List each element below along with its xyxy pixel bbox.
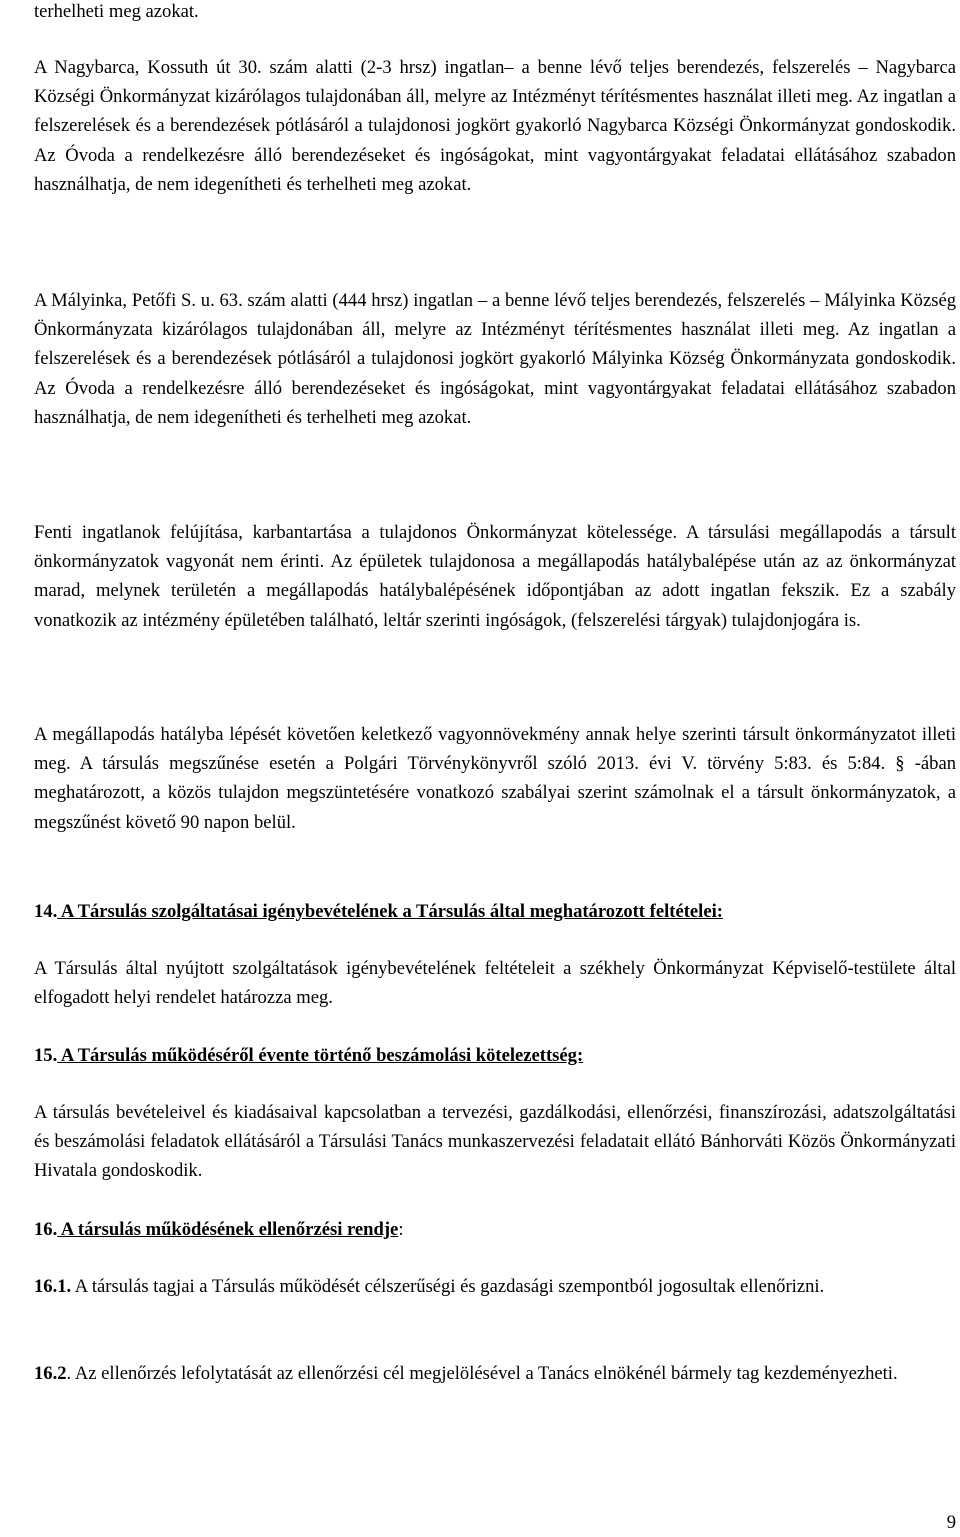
- subsection-16-2-body: Az ellenőrzés lefolytatását az ellenőrzési cél megjelölésével a Tanács elnökénél bármely tag kezdeményezheti.: [71, 1363, 898, 1384]
- paragraph-fenti-block: [34, 518, 956, 635]
- section-15-title: A Társulás működéséről évente történő beszámolási kötelezettség:: [57, 1045, 584, 1066]
- paragraph-malyinka-block: [34, 286, 956, 432]
- section-14-body: A Társulás által nyújtott szolgáltatások igénybevételének feltételeit a székhely Önkormányzat Képviselő-testülete által elfogadott helyi rendelet határozza meg.: [34, 958, 956, 1009]
- paragraph-nagybarca: A Nagybarca, Kossuth út 30. szám alatti (2-3 hrsz) ingatlan– a benne lévő teljes berendezés, felszerelés – Nagybarca Községi Önkormányzat kizárólagos tulajdonában áll, melyre az Intézményt térítésmentes használat illeti meg. Az ingatlan a felszerelések és a berendezések pótlásáról a tulajdonosi jogkört gyakorló Nagybarca Községi Önkormányzat gondoskodik. Az Óvoda a rendelkezésre álló berendezéseket és ingóságokat, mint vagyontárgyakat feladatai ellátásához szabadon használhatja, de nem idegenítheti és terhelheti meg azokat.: [34, 57, 956, 195]
- section-16-title: A társulás működésének ellenőrzési rendje: [57, 1219, 399, 1240]
- section-16-number: 16.: [34, 1219, 58, 1240]
- paragraph-property-maintenance: Fenti ingatlanok felújítása, karbantartása a tulajdonos Önkormányzat kötelessége. A társulási megállapodás a társult önkormányzatok vagyonát nem érinti. Az épületek tulajdonosa a megállapodás hatálybalépése után az az önkormányzat marad, melynek területén a megállapodás hatálybalépésének időpontjában az adott ingatlan fekszik. Ez a szabály vonatkozik az intézmény épületében található, leltár szerinti ingóságok, (felszerelési tárgyak) tulajdonjogára is.: [34, 522, 956, 631]
- subsection-16-1-body: A társulás tagjai a Társulás működését célszerűségi és gazdasági szempontból jogosultak ellenőrizni.: [71, 1276, 825, 1297]
- subsection-16-1-text: [34, 1272, 956, 1301]
- section-14-title: A Társulás szolgáltatásai igénybevételének a Társulás által meghatározott feltételei:: [57, 901, 723, 922]
- section-14-number: 14.: [34, 901, 58, 922]
- continuation-line: terhelheti meg azokat.: [34, 1, 199, 22]
- subsection-16-1: [34, 1272, 956, 1301]
- subsection-16-2: [34, 1359, 956, 1388]
- section-15-number: 15.: [34, 1045, 58, 1066]
- subsection-16-2-number: 16.2: [34, 1363, 67, 1384]
- page-number: 9: [946, 1512, 956, 1533]
- section-14-body-block: [34, 954, 956, 1012]
- paragraph-nagybarca-block: [34, 53, 956, 199]
- subsection-16-2-text: [34, 1359, 956, 1388]
- section-15-heading: [34, 1041, 956, 1070]
- section-15: [34, 1041, 956, 1070]
- paragraph-malyinka: A Mályinka, Petőfi S. u. 63. szám alatti (444 hrsz) ingatlan – a benne lévő teljes berendezés, felszerelés – Mályinka Község Önkormányzata kizárólagos tulajdonában áll, melyre az Intézményt térítésmentes használat illeti meg. Az ingatlan a felszerelések és a berendezések pótlásáról a tulajdonosi jogkört gyakorló Mályinka Község Önkormányzata gondoskodik. Az Óvoda a rendelkezésre álló berendezéseket és ingóságokat, mint vagyontárgyakat feladatai ellátásához szabadon használhatja, de nem idegenítheti és terhelheti meg azokat.: [34, 290, 956, 428]
- section-14-heading: [34, 897, 956, 926]
- section-15-body-block: [34, 1098, 956, 1186]
- paragraph-megallapodas-block: [34, 720, 956, 837]
- section-16-heading: [34, 1215, 956, 1244]
- subsection-16-1-number: 16.1.: [34, 1276, 72, 1297]
- paragraph-asset-growth: A megállapodás hatályba lépését követően keletkező vagyonnövekmény annak helye szerinti társult önkormányzatot illeti meg. A társulás megszűnése esetén a Polgári Törvénykönyvről szóló 2013. évi V. törvény 5:83. és 5:84. § -ában meghatározott, a közös tulajdon megszüntetésére vonatkozó szabályai szerint számolnak el a társult önkormányzatok, a megszűnést követő 90 napon belül.: [34, 724, 956, 833]
- section-15-body: A társulás bevételeivel és kiadásaival kapcsolatban a tervezési, gazdálkodási, ellenőrzési, finanszírozási, adatszolgáltatási és beszámolási feladatok ellátásáról a Társulási Tanács munkaszervezési feladatait ellátó Bánhorváti Közös Önkormányzati Hivatala gondoskodik.: [34, 1102, 956, 1182]
- section-16-colon: :: [398, 1219, 404, 1240]
- section-16: [34, 1215, 956, 1244]
- section-14: [34, 897, 956, 926]
- subsection-16-2-dot: .: [66, 1363, 72, 1384]
